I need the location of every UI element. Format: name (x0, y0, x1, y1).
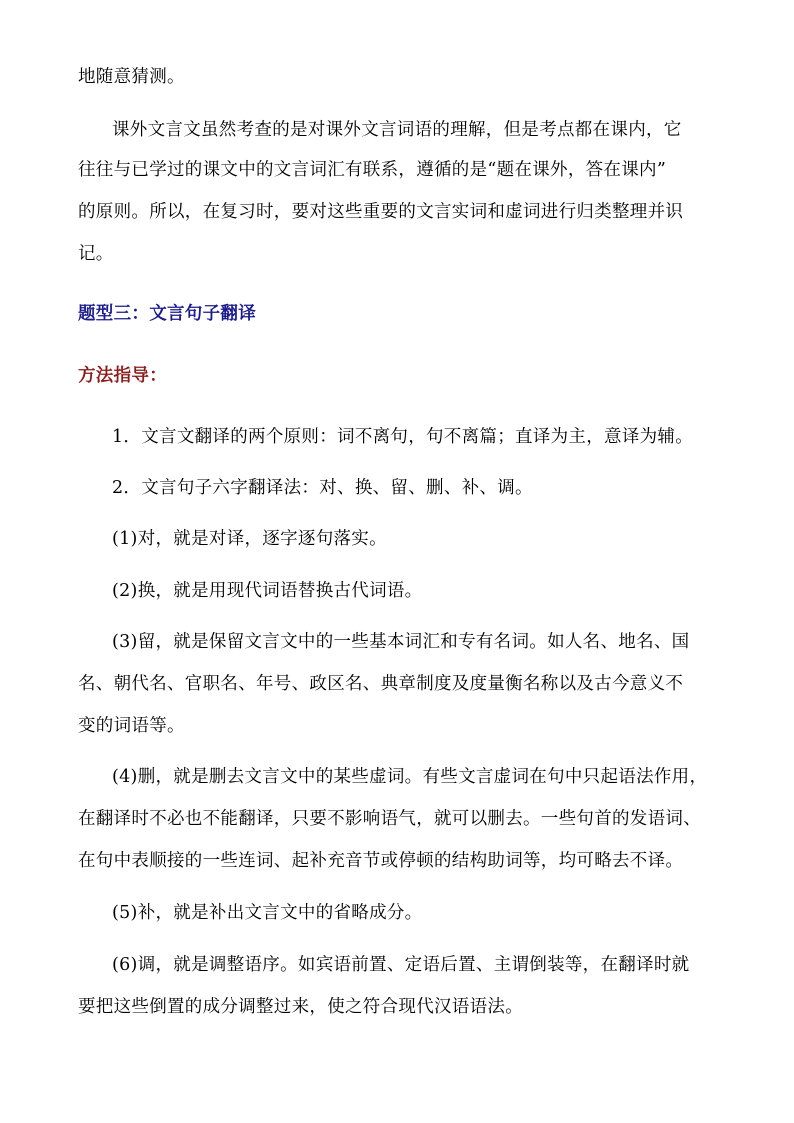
sub-item-3-line: 名、朝代名、官职名、年号、政区名、典章制度及度量衡名称以及古今意义不 (78, 674, 684, 694)
sub-item-3-line: 变的词语等。 (78, 716, 185, 736)
paragraph-line: 课外文言文虽然考查的是对课外文言词语的理解，但是考点都在课内，它 (112, 120, 682, 140)
sub-item-4-line: (4)删，就是删去文言文中的某些虚词。有些文言虚词在句中只起语法作用， (112, 767, 708, 787)
sub-item-1: (1)对，就是对译，逐字逐句落实。 (112, 529, 387, 549)
paragraph-line: 的原则。所以，在复习时，要对这些重要的文言实词和虚词进行归类整理并识 (78, 202, 684, 222)
paragraph-line: 往往与已学过的课文中的文言词汇有联系，遵循的是“题在课外，答在课内” (78, 160, 667, 180)
section-heading: 题型三：文言句子翻译 (78, 304, 256, 324)
sub-item-4-line: 在句中表顺接的一些连词、起补充音节或停顿的结构助词等，均可略去不译。 (78, 851, 684, 871)
list-item-1: 1．文言文翻译的两个原则：词不离句，句不离篇；直译为主，意译为辅。 (112, 427, 694, 447)
sub-item-6-line: (6)调，就是调整语序。如宾语前置、定语后置、主谓倒装等，在翻译时就 (112, 955, 690, 975)
sub-item-4-line: 在翻译时不必也不能翻译，只要不影响语气，就可以删去。一些句首的发语词、 (78, 809, 701, 829)
sub-item-6-line: 要把这些倒置的成分调整过来，使之符合现代汉语语法。 (78, 997, 523, 1017)
paragraph-continuation-line: 地随意猜测。 (78, 67, 185, 87)
list-item-2: 2．文言句子六字翻译法：对、换、留、删、补、调。 (112, 478, 533, 498)
paragraph-line: 记。 (78, 244, 114, 264)
sub-item-5: (5)补，就是补出文言文中的省略成分。 (112, 903, 423, 923)
sub-item-3-line: (3)留，就是保留文言文中的一些基本词汇和专有名词。如人名、地名、国 (112, 632, 690, 652)
sub-item-2: (2)换，就是用现代词语替换古代词语。 (112, 581, 423, 601)
method-subheading: 方法指导： (78, 366, 167, 386)
